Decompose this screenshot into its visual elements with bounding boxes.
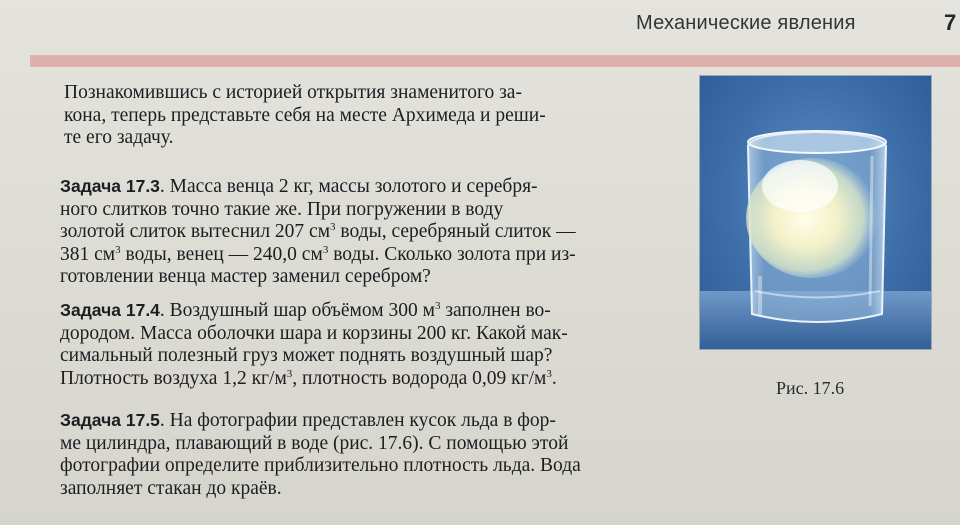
task-line xyxy=(60,409,581,433)
ice-highlight xyxy=(762,160,838,212)
task-text: ного слитков точно такие же. При погружении в воду xyxy=(60,198,504,220)
header-band xyxy=(30,55,960,67)
intro-line: кона, теперь представьте себя на месте Архимеда и реши- xyxy=(64,104,546,126)
task-text: 381 см xyxy=(60,243,116,265)
section-header: Механические явления xyxy=(636,12,856,34)
glass-with-ice-illustration xyxy=(700,76,931,349)
task-text: . На фотографии представлен кусок льда в фор- xyxy=(159,410,556,431)
task-17-3 xyxy=(60,175,576,289)
task-line xyxy=(60,368,568,391)
task-17-5 xyxy=(60,409,581,500)
figure-photo xyxy=(700,76,931,349)
task-text: заполняет стакан до краёв. xyxy=(60,477,282,499)
task-text: дородом. Масса оболочки шара и корзины 200 кг. Какой мак- xyxy=(60,322,568,344)
task-label: Задача 17.3 xyxy=(60,176,160,196)
task-line xyxy=(60,244,576,267)
page-number: 7 xyxy=(944,10,957,35)
task-line xyxy=(60,175,576,199)
task-line xyxy=(60,299,568,323)
task-text: фотографии определите приблизительно плотность льда. Вода xyxy=(60,455,581,476)
glass-rim xyxy=(748,131,886,153)
intro-line: те его задачу. xyxy=(64,127,174,148)
task-text: воды, венец — 240,0 см xyxy=(120,243,323,265)
task-text: симальный полезный груз может поднять воздушный шар? xyxy=(60,345,553,366)
task-text: ме цилиндра, плавающий в воде (рис. 17.6). С помощью этой xyxy=(60,432,569,454)
superscript: 3 xyxy=(546,367,552,380)
superscript: 3 xyxy=(115,243,121,256)
superscript: 3 xyxy=(322,243,329,256)
figure-caption: Рис. 17.6 xyxy=(776,378,845,398)
task-text: . xyxy=(551,367,557,389)
superscript: 3 xyxy=(434,300,441,312)
task-text: золотой слиток вытеснил 207 см xyxy=(60,221,331,242)
task-text: готовлении венца мастер заменил серебром? xyxy=(60,266,431,287)
task-text: воды, серебряный слиток — xyxy=(335,221,576,242)
superscript: 3 xyxy=(286,367,293,380)
task-line xyxy=(60,221,576,244)
task-label: Задача 17.5 xyxy=(60,410,160,430)
task-text: . Воздушный шар объёмом 300 м xyxy=(159,300,435,321)
intro-paragraph xyxy=(64,82,546,150)
superscript: 3 xyxy=(330,221,336,233)
task-17-4 xyxy=(60,299,568,390)
task-text: Плотность воздуха 1,2 кг/м xyxy=(60,367,287,389)
task-label: Задача 17.4 xyxy=(60,300,160,320)
task-text: . Масса венца 2 кг, массы золотого и серебря- xyxy=(159,176,538,197)
task-text: заполнен во- xyxy=(440,300,551,321)
task-text: воды. Сколько золота при из- xyxy=(328,243,576,265)
glass-edge-highlight xyxy=(870,156,872,306)
task-text: , плотность водорода 0,09 кг/м xyxy=(292,367,547,389)
intro-line: Познакомившись с историей открытия знаменитого за- xyxy=(64,82,522,103)
